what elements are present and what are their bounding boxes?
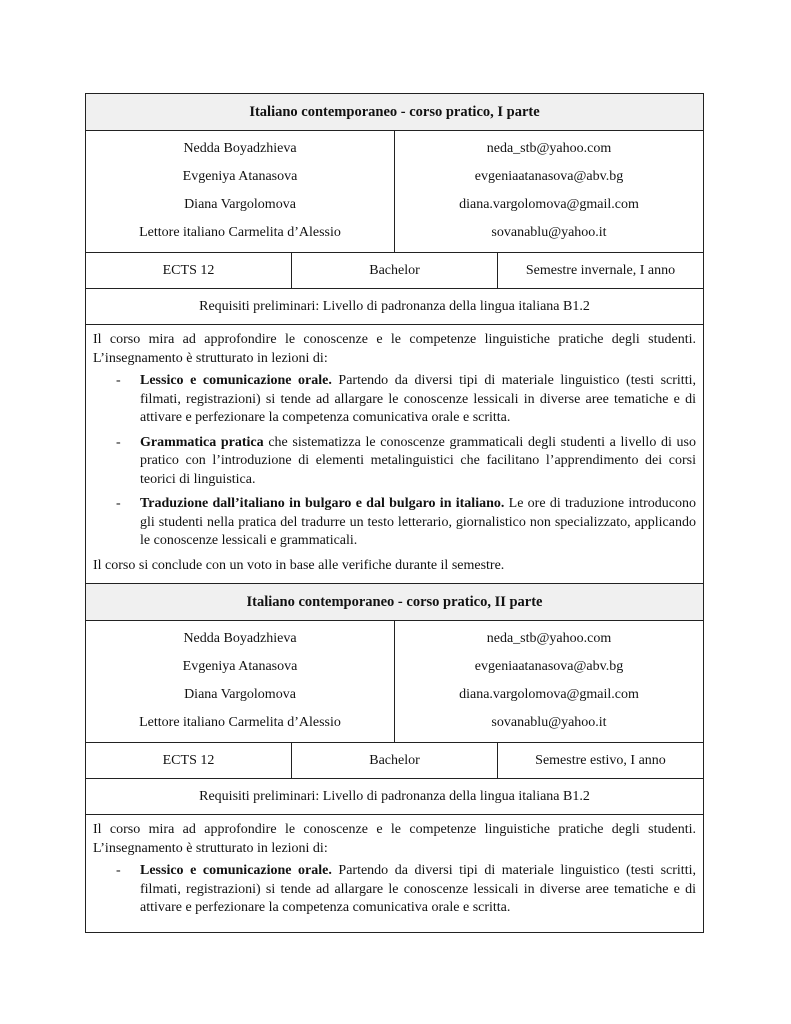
requirements: Requisiti preliminari: Livello di padronanza della lingua italiana B1.2 — [86, 289, 704, 325]
requirements: Requisiti preliminari: Livello di padronanza della lingua italiana B1.2 — [86, 779, 704, 815]
description-intro: Il corso mira ad approfondire le conoscenze e le competenze linguistiche pratiche degli studenti. L’insegnamento è strutturato in lezioni di: — [93, 332, 696, 366]
item-heading: Grammatica pratica — [140, 434, 264, 450]
ects-credits: ECTS 12 — [162, 753, 215, 768]
lecturer-name: Diana Vargolomova — [184, 687, 296, 702]
item-heading: Lessico e comunicazione orale. — [140, 863, 332, 878]
course-title: Italiano contemporaneo - corso pratico, I parte — [86, 94, 704, 131]
item-heading: Traduzione dall’italiano in bulgaro e dal bulgaro in italiano. — [140, 496, 505, 511]
course-1-description-row — [86, 325, 704, 584]
ects-credits: ECTS 12 — [162, 263, 215, 278]
item-text: Partendo da diversi tipi di materiale linguistico (testi scritti, filmati, registrazioni) si tende ad allargare le conoscenze lessicali in diverse aree tematiche e di attivare e perfezionare la competenza comunicativa orale e scritta. — [140, 373, 696, 425]
list-item — [93, 434, 696, 490]
list-item — [93, 862, 696, 918]
course-2-meta-row — [86, 743, 704, 779]
bullet-dash: - — [116, 863, 121, 878]
lecturer-names — [86, 621, 395, 742]
list-item — [93, 495, 696, 551]
lecturer-email: diana.vargolomova@gmail.com — [459, 197, 639, 212]
course-title: Italiano contemporaneo - corso pratico, II parte — [86, 584, 704, 621]
lecturer-email: evgeniaatanasova@abv.bg — [474, 169, 624, 184]
course-table — [85, 93, 704, 933]
degree-level: Bachelor — [291, 743, 497, 778]
lecturer-email: evgeniaatanasova@abv.bg — [474, 659, 624, 674]
semester: Semestre invernale, I anno — [497, 253, 703, 288]
description-conclusion: Il corso si conclude con un voto in base alle verifiche durante il semestre. — [93, 557, 505, 573]
lesson-list — [93, 862, 696, 918]
list-item — [93, 372, 696, 428]
lecturer-name: Nedda Boyadzhieva — [183, 141, 297, 156]
course-1-title-row — [86, 94, 704, 131]
lecturer-name: Evgeniya Atanasova — [182, 169, 298, 184]
lecturer-name: Lettore italiano Carmelita d’Alessio — [139, 225, 341, 240]
bullet-dash: - — [116, 496, 121, 511]
lecturers-block — [86, 131, 703, 252]
description-intro: Il corso mira ad approfondire le conoscenze e le competenze linguistiche pratiche degli studenti. L’insegnamento è strutturato in lezioni di: — [93, 822, 696, 856]
course-sheet — [85, 93, 704, 933]
course-2-requirements-row — [86, 779, 704, 815]
lecturer-email: diana.vargolomova@gmail.com — [459, 687, 639, 702]
item-text: Partendo da diversi tipi di materiale linguistico (testi scritti, filmati, registrazioni) si tende ad allargare le conoscenze lessicali in diverse aree tematiche e di attivare e perfezionare la competenza comunicativa orale e scritta. — [140, 863, 696, 915]
item-text: che sistematizza le conoscenze grammaticali degli studenti a livello di uso pratico con l’introduzione di elementi metalinguistici che facilitano l’apprendimento dei corsi teorici di linguistica. — [140, 434, 696, 487]
lecturers-block — [86, 621, 703, 742]
course-description — [86, 325, 704, 584]
bullet-dash: - — [116, 434, 121, 450]
degree-level: Bachelor — [291, 253, 497, 288]
lecturer-name: Evgeniya Atanasova — [182, 659, 298, 674]
course-1-people-row — [86, 131, 704, 253]
course-1-meta-row — [86, 253, 704, 289]
item-text: Le ore di traduzione introducono gli studenti nella pratica del tradurre un testo letterario, giornalistico non specializzato, applicando le conoscenze lessicali e grammaticali. — [140, 496, 696, 548]
item-heading: Lessico e comunicazione orale. — [140, 373, 332, 388]
lecturer-email: sovanablu@yahoo.it — [491, 225, 607, 240]
course-2-people-row — [86, 621, 704, 743]
semester: Semestre estivo, I anno — [497, 743, 703, 778]
course-1-requirements-row — [86, 289, 704, 325]
course-description — [86, 815, 704, 933]
course-2-title-row — [86, 584, 704, 621]
course-2-description-row — [86, 815, 704, 933]
lecturer-emails — [395, 131, 703, 252]
lecturer-emails — [395, 621, 703, 742]
lecturer-name: Lettore italiano Carmelita d’Alessio — [139, 715, 341, 730]
lecturer-name: Diana Vargolomova — [184, 197, 296, 212]
lecturer-email: sovanablu@yahoo.it — [491, 715, 607, 730]
lecturer-email: neda_stb@yahoo.com — [486, 631, 612, 646]
lecturer-email: neda_stb@yahoo.com — [486, 141, 612, 156]
lesson-list — [93, 372, 696, 551]
lecturer-names — [86, 131, 395, 252]
lecturer-name: Nedda Boyadzhieva — [183, 631, 297, 646]
bullet-dash: - — [116, 373, 121, 388]
